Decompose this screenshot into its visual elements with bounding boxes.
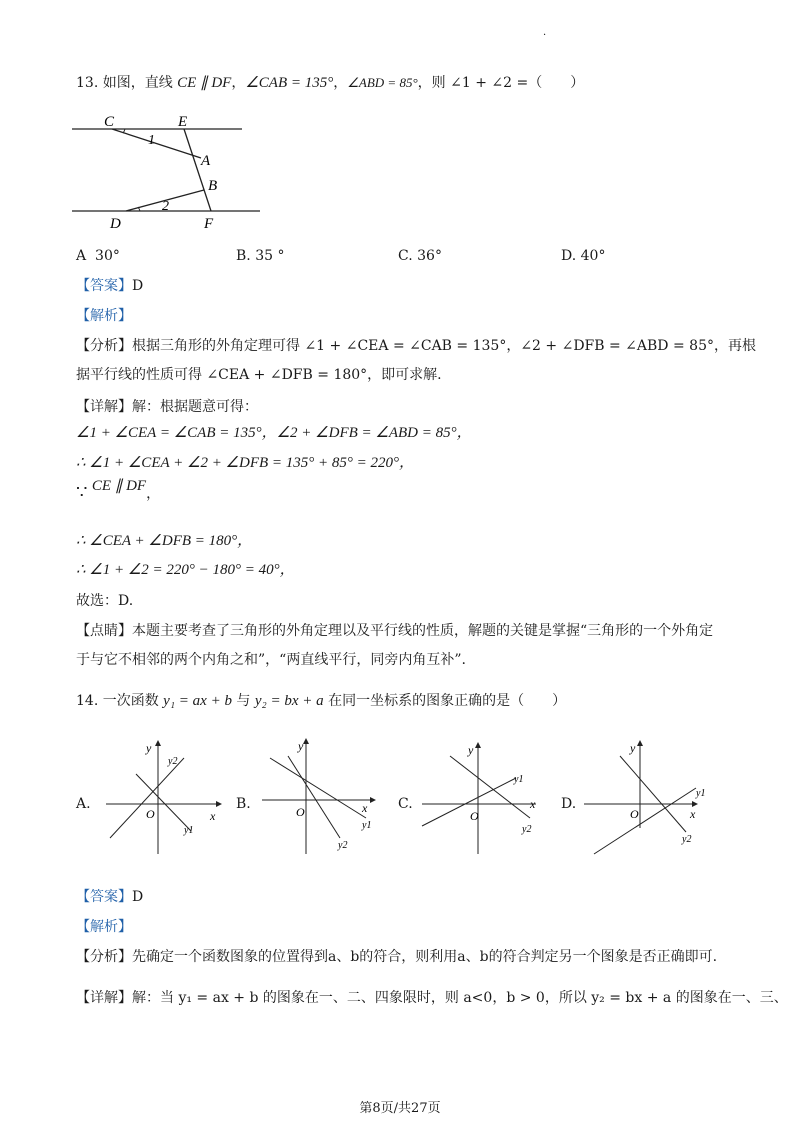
q13-choose: 故选：D. xyxy=(76,593,134,609)
q13-number: 13. xyxy=(76,75,99,91)
graph-a-x: x xyxy=(210,809,216,823)
graph-c-y2-label: y2 xyxy=(522,824,532,835)
q14-option-d: D. xyxy=(561,796,577,812)
graph-b-origin: O xyxy=(296,805,305,819)
q13-figure xyxy=(70,110,260,235)
graph-a-y1 xyxy=(136,774,191,831)
q14-graph-a xyxy=(98,736,228,856)
graph-d-y: y xyxy=(630,741,636,755)
graph-a-y2 xyxy=(110,758,184,838)
q13-dianjing-1: 【点睛】本题主要考查了三角形的外角定理以及平行线的性质，解题的关键是掌握“三角形的一个外角定 xyxy=(76,623,714,639)
q14-analysis-tag: 【解析】 xyxy=(76,919,132,935)
graph-d-x: x xyxy=(690,807,696,821)
q14-option-c: C. xyxy=(398,796,413,812)
q13-stem: 13. 如图，直线 CE ∥ DF，∠CAB = 135°，∠ABD = 85°，则 ∠1 + ∠2 =（ ） xyxy=(76,75,585,91)
graph-a-y: y xyxy=(146,741,152,755)
q13-option-b: B. 35 ° xyxy=(236,248,285,264)
q13-fenxi-1: 【分析】根据三角形的外角定理可得 ∠1 + ∠CEA = ∠CAB = 135°，∠2 + ∠DFB = ∠ABD = 85°，再根 xyxy=(76,338,756,354)
graph-c-y1 xyxy=(422,778,516,826)
q14-graph-b xyxy=(258,734,383,856)
label-e: E xyxy=(178,114,188,130)
graph-d-y2-label: y2 xyxy=(682,834,692,845)
label-d: D xyxy=(110,216,121,232)
graph-b-y: y xyxy=(298,739,304,753)
label-a: A xyxy=(201,153,211,169)
q13-option-a: A 30° xyxy=(76,248,120,264)
graph-b-y1-label: y1 xyxy=(362,820,372,831)
q14-graph-d xyxy=(582,736,712,856)
label-f: F xyxy=(204,216,214,232)
top-mark: · xyxy=(543,30,547,41)
page-footer: 第8页/共27页 xyxy=(359,1101,441,1116)
graph-d-y1-label: y1 xyxy=(696,788,706,799)
graph-c-y1-label: y1 xyxy=(514,774,524,785)
q14-option-b: B. xyxy=(236,796,251,812)
q13-option-c: C. 36° xyxy=(398,248,442,264)
label-c: C xyxy=(104,114,115,130)
q13-step-2: ∴ ∠1 + ∠CEA + ∠2 + ∠DFB = 135° + 85° = 220°， xyxy=(76,455,415,471)
segment-ef xyxy=(184,129,211,211)
q14-graph-c xyxy=(418,738,548,856)
q13-xiangjie: 【详解】解：根据题意可得： xyxy=(76,399,258,415)
graph-c-y2 xyxy=(450,756,530,818)
q13-step-5: ∴ ∠1 + ∠2 = 220° − 180° = 40°， xyxy=(76,562,295,578)
label-1: 1 xyxy=(148,133,155,148)
q13-dianjing-2: 于与它不相邻的两个内角之和”，“两直线平行，同旁内角互补”. xyxy=(76,652,466,668)
graph-a-y1-label: y1 xyxy=(184,825,194,836)
graph-c-origin: O xyxy=(470,809,479,823)
graph-b-x: x xyxy=(362,801,368,815)
graph-b-y2-label: y2 xyxy=(338,840,348,851)
q13-step-3: ∵ CE ∥ DF， xyxy=(76,478,161,503)
q13-analysis-tag: 【解析】 xyxy=(76,308,132,324)
q14-option-a: A. xyxy=(76,796,91,812)
graph-c-y: y xyxy=(468,743,474,757)
q13-answer: 【答案】D xyxy=(76,278,144,294)
graph-c-x: x xyxy=(530,797,536,811)
graph-b-y1 xyxy=(270,758,366,818)
graph-a-y2-label: y2 xyxy=(168,756,178,767)
q14-answer: 【答案】D xyxy=(76,889,144,905)
q13-option-d: D. 40° xyxy=(561,248,606,264)
q13-step-1: ∠1 + ∠CEA = ∠CAB = 135°，∠2 + ∠DFB = ∠ABD = 85°， xyxy=(76,425,472,441)
graph-d-y1 xyxy=(594,788,696,854)
q13-fenxi-2: 据平行线的性质可得 ∠CEA + ∠DFB = 180°，即可求解. xyxy=(76,367,442,383)
label-2: 2 xyxy=(162,199,169,214)
q14-fenxi: 【分析】先确定一个函数图象的位置得到a、b的符合，则利用a、b的符合判定另一个图象是否正确即可. xyxy=(76,949,718,965)
q14-xiangjie: 【详解】解：当 y₁ = ax + b 的图象在一、二、四象限时，则 a<0，b > 0，所以 y₂ = bx + a 的图象在一、三、 xyxy=(76,990,788,1006)
q13-step-4: ∴ ∠CEA + ∠DFB = 180°， xyxy=(76,533,253,549)
graph-a-origin: O xyxy=(146,807,155,821)
label-b: B xyxy=(208,178,218,194)
segment-ca xyxy=(112,129,201,158)
q14-stem: 14. 一次函数 y₁ = ax + b 与 y₂ = bx + a 在同一坐标系的图象正确的是（ ） xyxy=(76,693,567,709)
graph-d-origin: O xyxy=(630,807,639,821)
